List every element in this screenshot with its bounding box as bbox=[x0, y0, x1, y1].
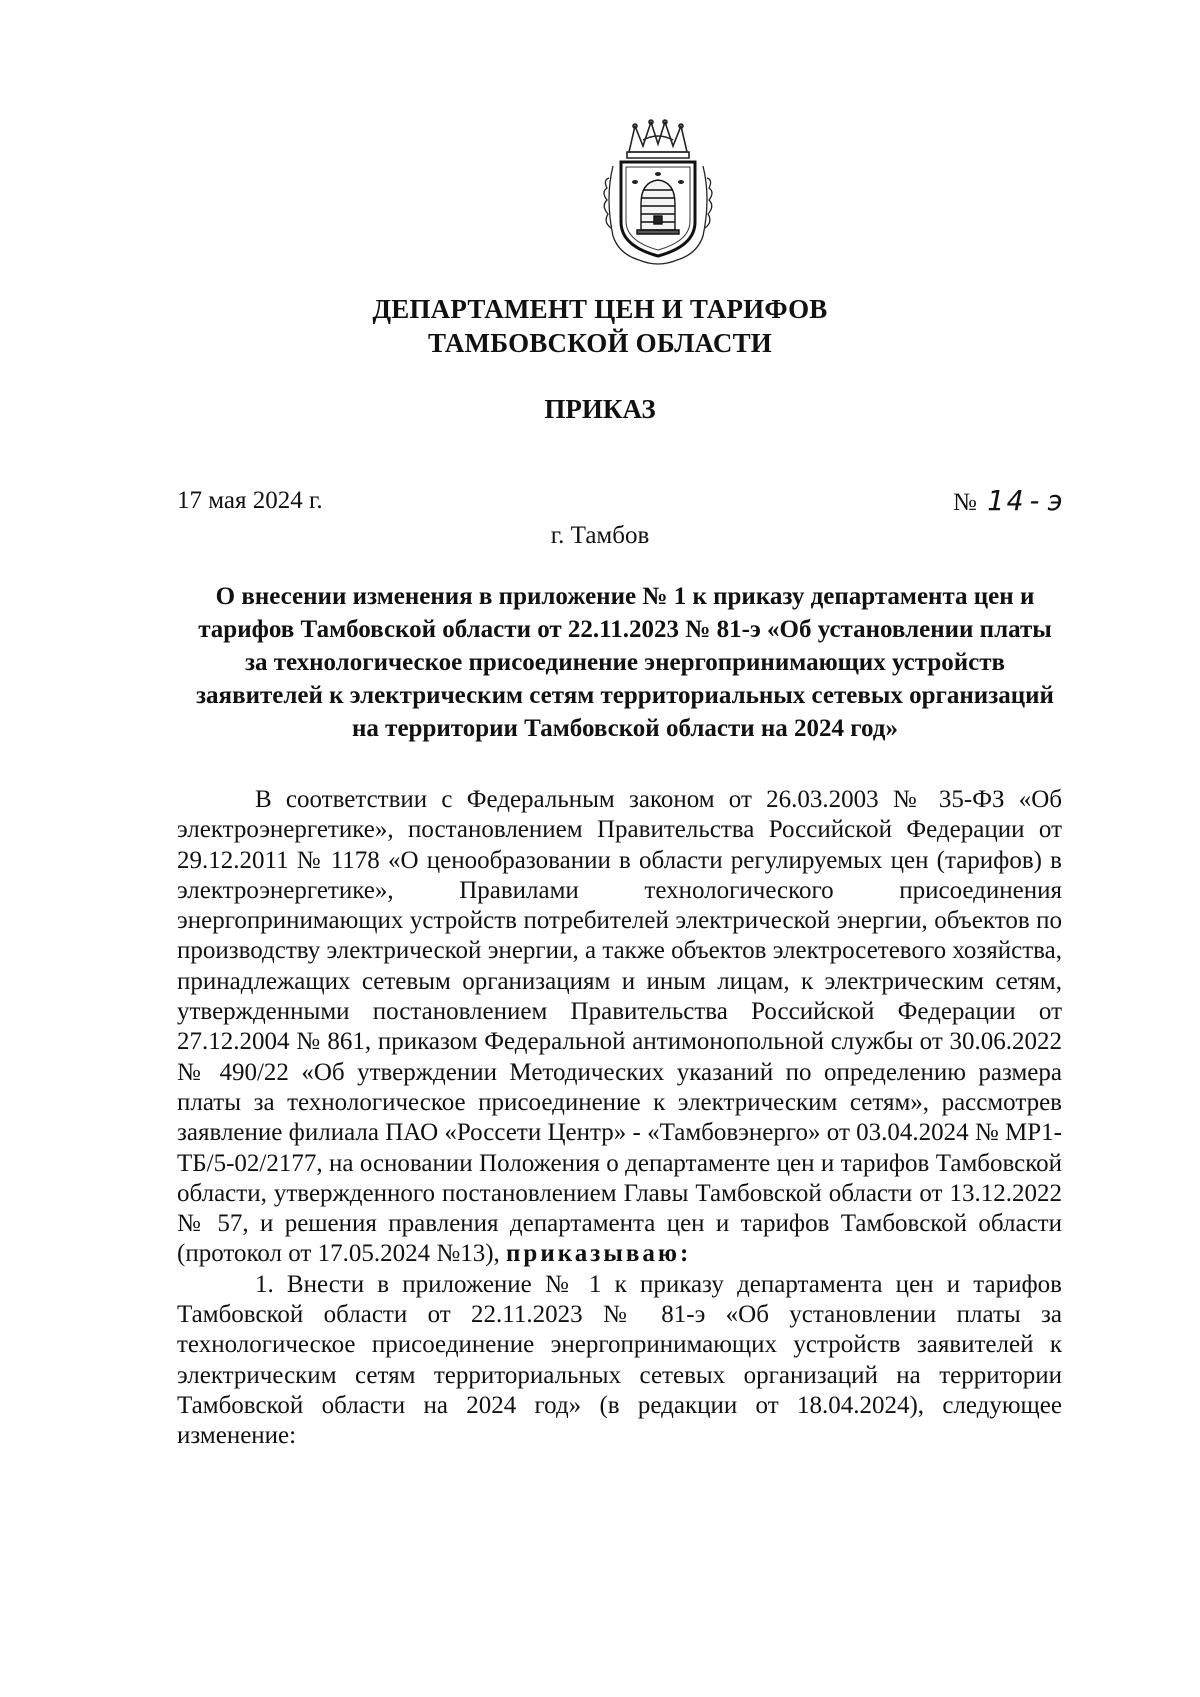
document-type-title: ПРИКАЗ bbox=[544, 394, 656, 424]
order-number-handwritten: 14-э bbox=[986, 484, 1067, 517]
order-body bbox=[177, 785, 1062, 1452]
resolve-word: приказываю: bbox=[506, 1240, 692, 1268]
department-name-line2: ТАМБОВСКОЙ ОБЛАСТИ bbox=[427, 328, 773, 358]
order-date: 17 мая 2024 г. bbox=[177, 487, 323, 514]
item-1-paragraph: 1. Внести в приложение № 1 к приказу департамента цен и тарифов Тамбовской области от 22.11.2023 № 81-э «Об установлении платы за технологическое присоединение энергопринимающих устройств заявителей к электрическим сетям территориальных сетевых организаций на территории Тамбовской области на 2024 год» (в редакции от 18.04.2024), следующее изменение: bbox=[177, 1270, 1062, 1450]
order-number bbox=[953, 485, 1066, 519]
coat-of-arms-icon bbox=[599, 118, 717, 268]
order-subject: О внесении изменения в приложение № 1 к приказу департамента цен и тарифов Тамбовской области от 22.11.2023 № 81-э «Об установлении платы за технологическое присоединение энергопринимающих устройств заявителей к электрическим сетям территориальных сетевых организаций на территории Тамбовской области на 2024 год» bbox=[196, 583, 1054, 742]
preamble-paragraph bbox=[177, 785, 1062, 1270]
department-name-line1: ДЕПАРТАМЕНТ ЦЕН И ТАРИФОВ bbox=[372, 294, 828, 324]
order-number-label: № bbox=[953, 489, 977, 516]
preamble-text: В соответствии с Федеральным законом от 26.03.2003 № 35-ФЗ «Об электроэнергетике», постановлением Правительства Российской Федерации от 29.12.2011 № 1178 «О ценообразовании в области регулируемых цен (тарифов) в электроэнергетике», Правилами технологического присоединения энергопринимающих устройств потребителей электрической энергии, объектов по производству электрической энергии, а также объектов электросетевого хозяйства, принадлежащих сетевым организациям и иным лицам, к электрическим сетям, утвержденными постановлением Правительства Российской Федерации от 27.12.2004 № 861, приказом Федеральной антимонопольной службы от 30.06.2022 № 490/22 «Об утверждении Методических указаний по определению размера платы за технологическое присоединение к электрическим сетям», рассмотрев заявление филиала ПАО «Россети Центр» - «Тамбовэнерго» от 03.04.2024 № МР1-ТБ/5-02/2177, на основании Положения о департаменте цен и тарифов Тамбовской области, утвержденного постановлением Главы Тамбовской области от 13.12.2022 № 57, и решения правления департамента цен и тарифов Тамбовской области (протокол от 17.05.2024 №13), bbox=[177, 786, 1062, 1268]
city-name: г. Тамбов bbox=[550, 522, 650, 549]
